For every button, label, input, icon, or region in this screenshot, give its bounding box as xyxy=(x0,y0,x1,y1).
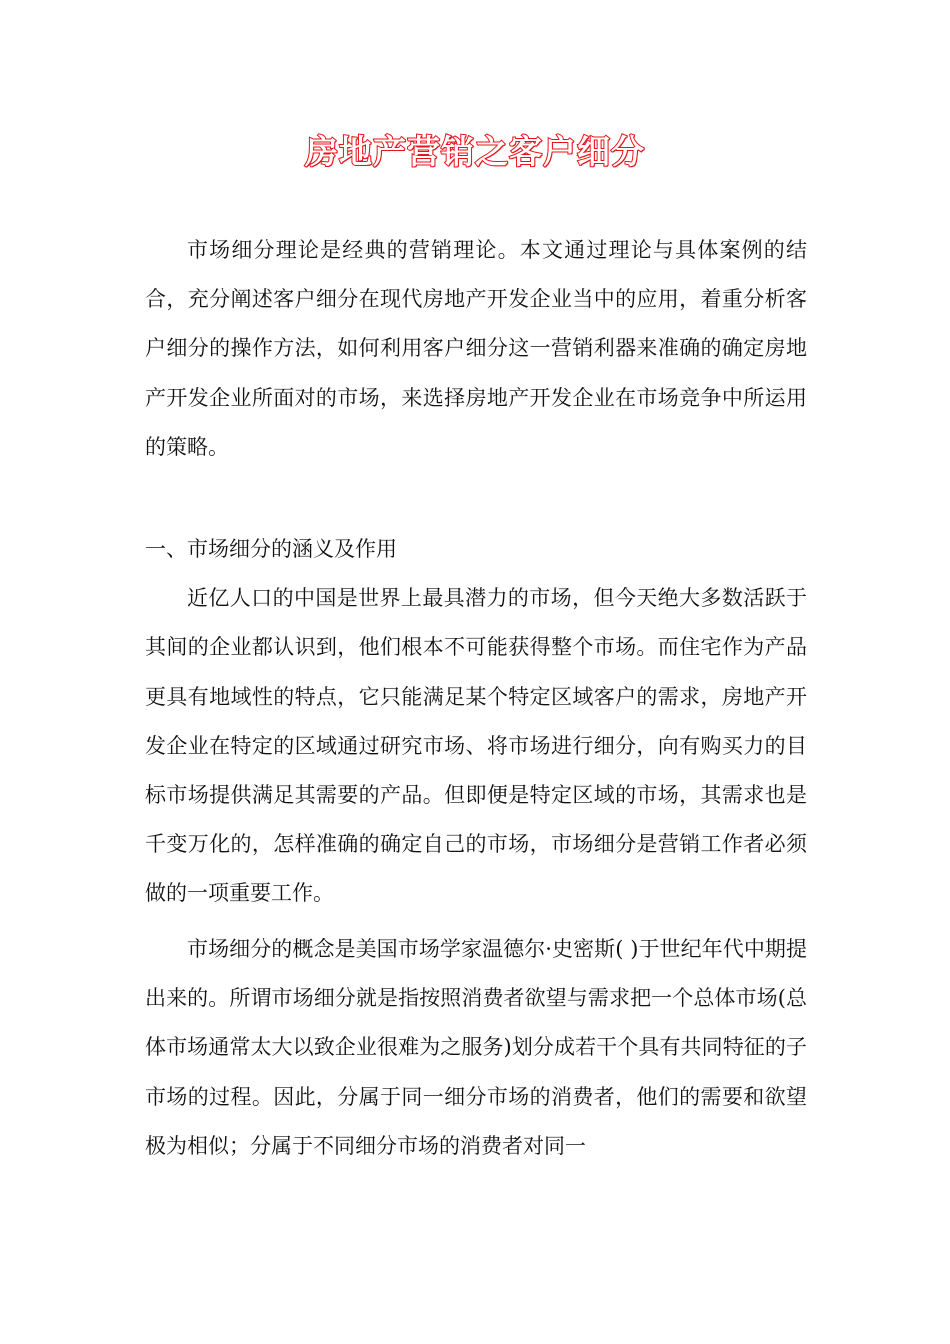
document-title: 房地产营销之客户细分 xyxy=(305,132,645,171)
intro-paragraph: 市场细分理论是经典的营销理论。本文通过理论与具体案例的结合，充分阐述客户细分在现代房地产开发企业当中的应用，着重分析客户细分的操作方法，如何利用客户细分这一营销利器来准确的确定房地产开发企业所面对的市场，来选择房地产开发企业在市场竞争中所运用的策略。 xyxy=(145,238,807,459)
section-1-heading: 一、市场细分的涵义及作用 xyxy=(145,537,397,561)
section-1-block xyxy=(145,525,807,919)
section-1-paragraph-1: 近亿人口的中国是世界上最具潜力的市场，但今天绝大多数活跃于其间的企业都认识到，他们根本不可能获得整个市场。而住宅作为产品更具有地域性的特点，它只能满足某个特定区域客户的需求，房地产开发企业在特定的区域通过研究市场、将市场进行细分，向有购买力的目标市场提供满足其需要的产品。但即便是特定区域的市场，其需求也是千变万化的，怎样准确的确定自己的市场，市场细分是营销工作者必须做的一项重要工作。 xyxy=(145,586,807,906)
intro-block xyxy=(145,226,807,472)
section-1-paragraph-2: 市场细分的概念是美国市场学家温德尔·史密斯( )于世纪年代中期提出来的。所谓市场细分就是指按照消费者欲望与需求把一个总体市场(总体市场通常太大以致企业很难为之服务)划分成若干个具有共同特征的子市场的过程。因此，分属于同一细分市场的消费者，他们的需要和欲望极为相似；分属于不同细分市场的消费者对同一 xyxy=(145,937,807,1158)
section-1-continued-block xyxy=(145,925,807,1171)
